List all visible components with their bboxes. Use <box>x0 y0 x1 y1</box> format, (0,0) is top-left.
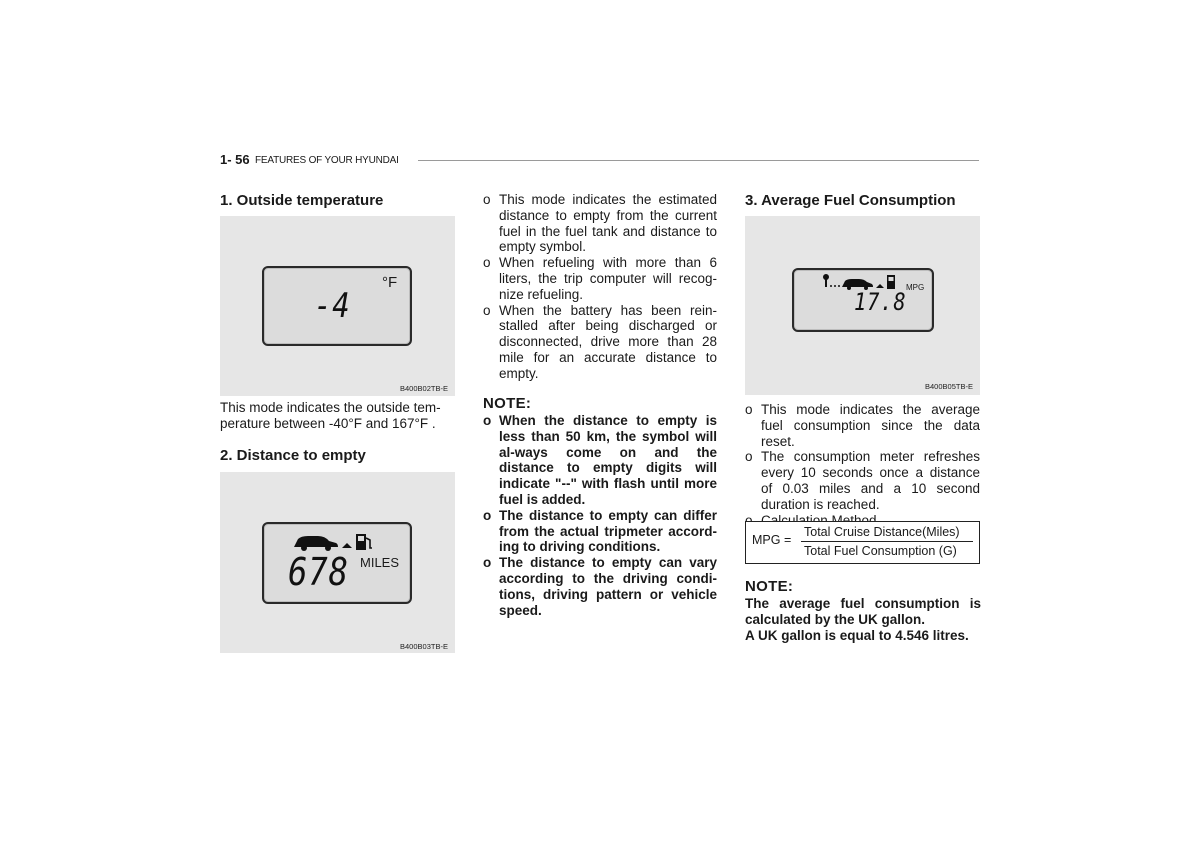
list-item: o This mode indicates the estimated distance to empty from the current fuel in the fuel tank and distance to empty symbol. <box>483 192 717 255</box>
note-text: A UK gallon is equal to 4.546 litres. <box>745 628 969 643</box>
figure-code: B400B05TB-E <box>925 382 973 391</box>
note-bullets <box>483 413 717 618</box>
distance-to-empty-bullets <box>483 192 717 382</box>
lcd-display <box>792 268 934 332</box>
distance-unit: MILES <box>360 555 400 570</box>
outside-temperature-heading: 1. Outside temperature <box>220 192 384 209</box>
outside-temperature-figure <box>220 216 455 396</box>
formula-denominator: Total Fuel Consumption (G) <box>804 544 957 558</box>
list-item: o The consumption meter refreshes every 10 seconds once a distance of 0.03 miles and a 10 second duration is reached. <box>745 449 980 512</box>
note-heading: NOTE: <box>483 395 532 412</box>
page-number: 1- 56 <box>220 152 250 167</box>
fuel-consumption-value: 17.8 <box>854 288 907 316</box>
lcd-display <box>262 522 412 604</box>
list-item: o When the battery has been rein-stalled after being discharged or disconnected, drive more than 28 mile for an accurate distance to empty. <box>483 302 717 381</box>
fraction-bar <box>801 541 973 542</box>
note-text: The average fuel consumption is calculated by the UK gallon. <box>745 596 981 627</box>
formula-lhs: MPG = <box>752 533 792 547</box>
fuel-consumption-unit: MPG <box>906 283 925 292</box>
header-rule <box>418 160 979 161</box>
car-fuel-icon <box>292 530 388 552</box>
temperature-value: -4 <box>314 286 351 326</box>
distance-value: 678 <box>288 550 349 594</box>
figure-code: B400B02TB-E <box>400 384 448 393</box>
list-item: o The distance to empty can vary according to the driving condi-tions, driving pattern or vehicle speed. <box>483 555 717 618</box>
list-item: o This mode indicates the average fuel consumption since the data reset. <box>745 402 980 449</box>
section-title: FEATURES OF YOUR HYUNDAI <box>255 155 399 166</box>
distance-to-empty-heading: 2. Distance to empty <box>220 447 366 464</box>
lcd-display <box>262 266 412 346</box>
formula-numerator: Total Cruise Distance(Miles) <box>804 525 960 539</box>
average-fuel-consumption-bullets <box>745 402 980 528</box>
mpg-formula <box>745 521 980 564</box>
temperature-unit: °F <box>382 274 398 291</box>
list-item: o When the distance to empty is less than 50 km, the symbol will al-ways come on and the distance to empty digits will indicate "--" with flash until more fuel is added. <box>483 413 717 507</box>
note-heading: NOTE: <box>745 578 794 595</box>
list-item: o The distance to empty can differ from the actual tripmeter accord-ing to driving conditions. <box>483 507 717 555</box>
average-fuel-consumption-heading: 3. Average Fuel Consumption <box>745 192 956 209</box>
average-fuel-consumption-figure <box>745 216 980 395</box>
distance-to-empty-figure <box>220 472 455 653</box>
figure-code: B400B03TB-E <box>400 642 448 651</box>
outside-temperature-text: This mode indicates the outside tem-perature between -40°F and 167°F . <box>220 400 441 431</box>
list-item: o When refueling with more than 6 liters, the trip computer will recog-nize refueling. <box>483 255 717 302</box>
